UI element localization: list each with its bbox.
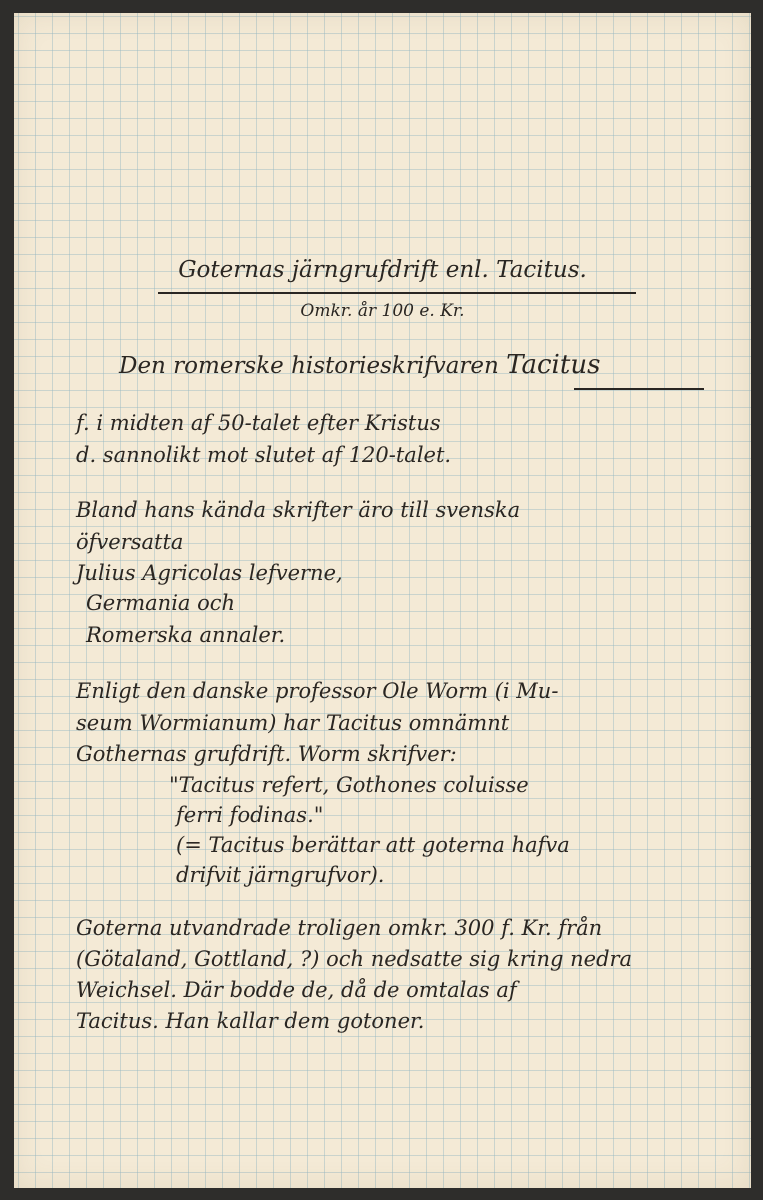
text-line: Gothernas grufdrift. Worm skrifver: bbox=[76, 742, 457, 766]
text-line: "Tacitus refert, Gothones coluisse bbox=[169, 773, 529, 797]
text-line: Romerska annaler. bbox=[86, 623, 286, 647]
page-title: Goternas järngrufdrift enl. Tacitus. bbox=[178, 257, 587, 283]
subject-prefix: Den romerske historieskrifvaren bbox=[119, 353, 499, 379]
text-line: f. i midten af 50-talet efter Kristus bbox=[76, 411, 441, 435]
text-line: d. sannolikt mot slutet af 120-talet. bbox=[76, 443, 452, 467]
text-line: Julius Agricolas lefverne, bbox=[76, 561, 343, 585]
text-line: Weichsel. Där bodde de, då de omtalas af bbox=[76, 978, 517, 1002]
text-line: (Götaland, Gottland, ?) och nedsatte sig kring nedra bbox=[76, 947, 633, 971]
subject-name: Tacitus bbox=[506, 350, 601, 380]
text-line: Bland hans kända skrifter äro till svenska bbox=[76, 498, 521, 522]
text-line: Germania och bbox=[86, 591, 236, 615]
text-line: drifvit järngrufvor). bbox=[176, 863, 385, 887]
text-line: Tacitus. Han kallar dem gotoner. bbox=[76, 1009, 425, 1033]
text-line: ferri fodinas." bbox=[176, 803, 324, 827]
text-line: (= Tacitus berättar att goterna hafva bbox=[176, 833, 570, 857]
page-subtitle: Omkr. år 100 e. Kr. bbox=[300, 301, 465, 321]
text-line: öfversatta bbox=[76, 530, 184, 554]
manuscript-page bbox=[14, 13, 751, 1188]
text-line: Enligt den danske professor Ole Worm (i Mu- bbox=[76, 679, 559, 703]
subject-underline bbox=[574, 388, 704, 390]
text-line: Goterna utvandrade troligen omkr. 300 f. Kr. från bbox=[76, 916, 603, 940]
subject-heading bbox=[119, 352, 600, 378]
text-line: seum Wormianum) har Tacitus omnämnt bbox=[76, 711, 510, 735]
title-underline bbox=[158, 292, 636, 294]
